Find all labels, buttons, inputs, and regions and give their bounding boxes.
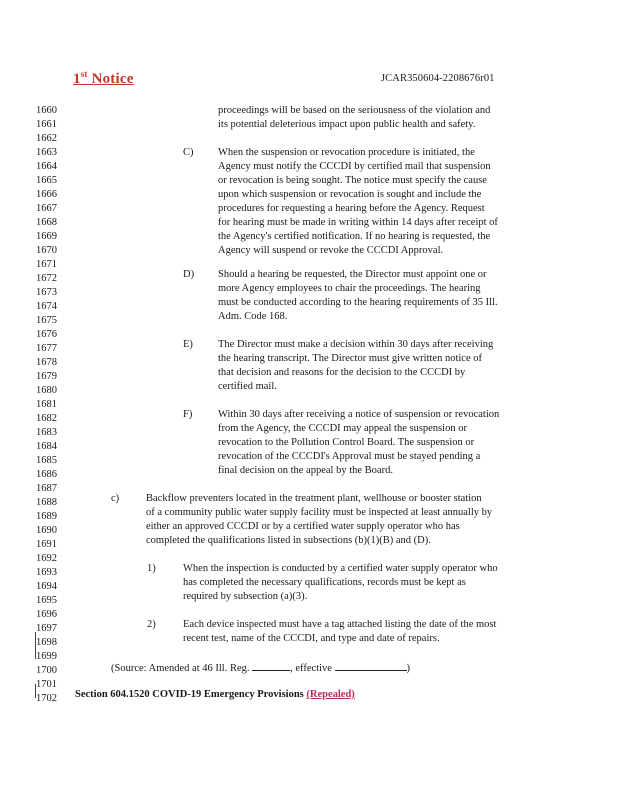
paragraph-line: completed the qualifications listed in subsections (b)(1)(B) and (D). xyxy=(146,535,431,546)
line-number: 1701 xyxy=(36,679,57,690)
paragraph-line: When the inspection is conducted by a certified water supply operator who xyxy=(183,563,498,574)
line-number: 1677 xyxy=(36,343,57,354)
line-number: 1688 xyxy=(36,497,57,508)
paragraph-line: proceedings will be based on the seriousness of the violation and xyxy=(218,105,491,116)
line-number: 1669 xyxy=(36,231,57,242)
line-number: 1665 xyxy=(36,175,57,186)
line-number: 1662 xyxy=(36,133,57,144)
paragraph-line: recent test, name of the CCCDI, and type and date of repairs. xyxy=(183,633,440,644)
line-number: 1676 xyxy=(36,329,57,340)
item-label: E) xyxy=(183,339,193,350)
line-number: 1678 xyxy=(36,357,57,368)
item-label: 1) xyxy=(147,563,156,574)
line-number: 1699 xyxy=(36,651,57,662)
line-number: 1673 xyxy=(36,287,57,298)
margin-change-bar xyxy=(35,632,36,646)
line-number: 1700 xyxy=(36,665,57,676)
line-number: 1692 xyxy=(36,553,57,564)
paragraph-line: for hearing must be made in writing within 14 days after receipt of xyxy=(218,217,498,228)
line-number: 1702 xyxy=(36,693,57,704)
line-number: 1672 xyxy=(36,273,57,284)
paragraph-line: either an approved CCCDI or by a certified water supply operator who has xyxy=(146,521,460,532)
line-number: 1689 xyxy=(36,511,57,522)
section-heading: Section 604.1520 COVID-19 Emergency Provisions (Repealed) xyxy=(75,689,355,700)
line-number: 1693 xyxy=(36,567,57,578)
paragraph-line: required by subsection (a)(3). xyxy=(183,591,308,602)
notice-heading: 1st Notice xyxy=(73,69,134,87)
line-number: 1687 xyxy=(36,483,57,494)
line-number: 1690 xyxy=(36,525,57,536)
paragraph-line: procedures for requesting a hearing before the Agency. Request xyxy=(218,203,485,214)
line-number: 1667 xyxy=(36,203,57,214)
item-label: 2) xyxy=(147,619,156,630)
paragraph-line: When the suspension or revocation procedure is initiated, the xyxy=(218,147,475,158)
line-number: 1666 xyxy=(36,189,57,200)
margin-change-bar xyxy=(35,684,36,698)
paragraph-line: revocation of the CCCDI's Approval must be stayed pending a xyxy=(218,451,481,462)
paragraph-line: has completed the necessary qualifications, records must be kept as xyxy=(183,577,466,588)
line-number: 1691 xyxy=(36,539,57,550)
paragraph-line: Each device inspected must have a tag attached listing the date of the most xyxy=(183,619,497,630)
repealed-mark: (Repealed) xyxy=(306,689,355,700)
paragraph-line: The Director must make a decision within 30 days after receiving xyxy=(218,339,494,350)
document-id: JCAR350604-2208676r01 xyxy=(381,73,495,84)
line-number: 1664 xyxy=(36,161,57,172)
paragraph-line: Within 30 days after receiving a notice of suspension or revocation xyxy=(218,409,500,420)
line-number: 1668 xyxy=(36,217,57,228)
line-number: 1698 xyxy=(36,637,57,648)
paragraph-line: Backflow preventers located in the treatment plant, wellhouse or booster station xyxy=(146,493,482,504)
paragraph-line: certified mail. xyxy=(218,381,277,392)
line-number: 1660 xyxy=(36,105,57,116)
line-number: 1661 xyxy=(36,119,57,130)
line-number: 1674 xyxy=(36,301,57,312)
line-number: 1679 xyxy=(36,371,57,382)
paragraph-line: Adm. Code 168. xyxy=(218,311,288,322)
line-number: 1685 xyxy=(36,455,57,466)
paragraph-line: the Agency's certified notification. If no hearing is requested, the xyxy=(218,231,491,242)
item-label: D) xyxy=(183,269,195,280)
paragraph-line: more Agency employees to chair the proceedings. The hearing xyxy=(218,283,481,294)
line-number: 1683 xyxy=(36,427,57,438)
line-number: 1695 xyxy=(36,595,57,606)
line-number: 1675 xyxy=(36,315,57,326)
line-number: 1686 xyxy=(36,469,57,480)
paragraph-line: that decision and reasons for the decision to the CCCDI by xyxy=(218,367,466,378)
line-number: 1670 xyxy=(36,245,57,256)
line-number: 1680 xyxy=(36,385,57,396)
line-number: 1697 xyxy=(36,623,57,634)
line-number: 1684 xyxy=(36,441,57,452)
paragraph-line: Agency will suspend or revoke the CCCDI Approval. xyxy=(218,245,444,256)
paragraph-line: or revocation is being sought. The notice must specify the cause xyxy=(218,175,487,186)
paragraph-line: must be conducted according to the hearing requirements of 35 Ill. xyxy=(218,297,498,308)
paragraph-line: Should a hearing be requested, the Director must appoint one or xyxy=(218,269,487,280)
paragraph-line: the hearing transcript. The Director must give written notice of xyxy=(218,353,482,364)
line-number: 1682 xyxy=(36,413,57,424)
margin-change-bar xyxy=(35,645,36,659)
item-label: C) xyxy=(183,147,194,158)
paragraph-line: of a community public water supply facility must be inspected at least annually by xyxy=(146,507,493,518)
item-label: F) xyxy=(183,409,193,420)
paragraph-line: Agency must notify the CCCDI by certified mail that suspension xyxy=(218,161,491,172)
line-number: 1681 xyxy=(36,399,57,410)
item-label: c) xyxy=(111,493,120,504)
source-note: (Source: Amended at 46 Ill. Reg. , effective ) xyxy=(111,660,410,675)
paragraph-line: its potential deleterious impact upon public health and safety. xyxy=(218,119,476,130)
line-number: 1663 xyxy=(36,147,57,158)
line-number: 1671 xyxy=(36,259,57,270)
paragraph-line: revocation to the Pollution Control Board. The suspension or xyxy=(218,437,475,448)
paragraph-line: final decision on the appeal by the Board. xyxy=(218,465,393,476)
paragraph-line: from the Agency, the CCCDI may appeal the suspension or xyxy=(218,423,467,434)
line-number: 1696 xyxy=(36,609,57,620)
paragraph-line: upon which suspension or revocation is sought and include the xyxy=(218,189,482,200)
line-number: 1694 xyxy=(36,581,57,592)
